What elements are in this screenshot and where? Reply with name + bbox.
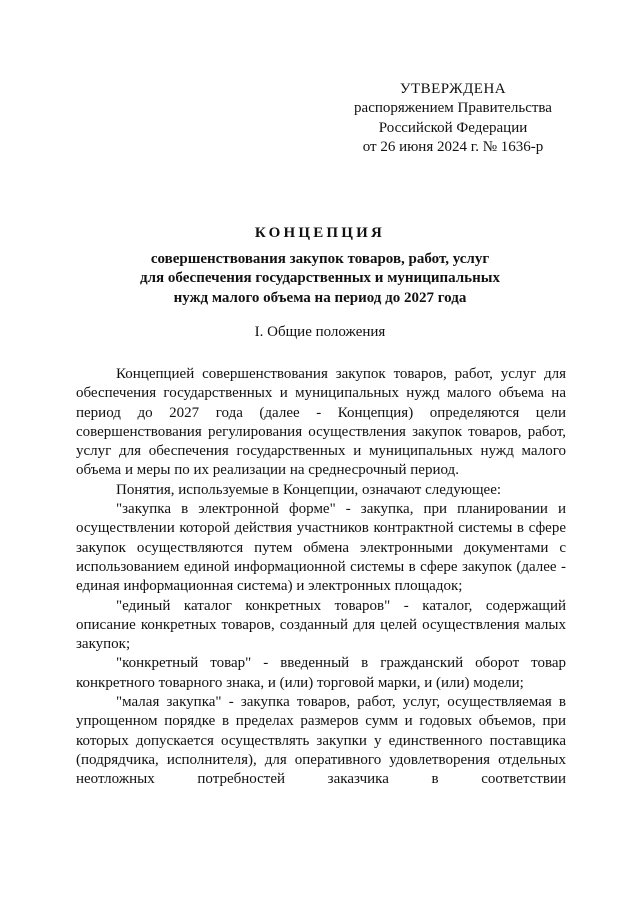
approval-stamp — [340, 80, 566, 157]
section-heading: I. Общие положения — [254, 324, 386, 340]
approval-line-2: Российской Федерации — [378, 119, 528, 136]
document-subtitle — [70, 250, 570, 308]
subtitle-line-1: совершенствования закупок товаров, работ, услуг — [150, 251, 490, 267]
paragraph-definition-small-procurement: "малая закупка" - закупка товаров, работ, услуг, осуществляемая в упрощенном порядке в пределах размеров сумм и годовых объемов, при которых допускается осуществлять закупки у единственного поставщика (подрядчика, исполнителя), для оперативного удовлетворения отдельных неотложных потребностей заказчика в соответствии — [76, 694, 566, 788]
approval-heading: УТВЕРЖДЕНА — [399, 81, 507, 97]
subtitle-line-2: для обеспечения государственных и муниципальных — [140, 270, 500, 287]
paragraph-definition-unified-catalog: "единый каталог конкретных товаров" - каталог, содержащий описание конкретных товаров, созданный для целей осуществления малых закупок; — [76, 597, 566, 653]
document-body — [76, 365, 566, 790]
paragraph-definition-electronic-procurement: "закупка в электронной форме" - закупка, при планировании и осуществлении которой действия участников контрактной системы в сфере закупок осуществляются путем обмена электронными документами с использованием единой информационной системы в сфере закупок (далее - единая информационная система) и электронных площадок; — [76, 501, 566, 595]
approval-line-1: распоряжением Правительства — [354, 100, 552, 117]
paragraph-definitions-lead: Понятия, используемые в Концепции, означают следующее: — [116, 481, 502, 498]
document-title: КОНЦЕПЦИЯ — [254, 225, 386, 241]
paragraph-definition-specific-product: "конкретный товар" - введенный в гражданский оборот товар конкретного товарного знака, и (или) торговой марки, и (или) модели; — [76, 655, 566, 691]
subtitle-line-3: нужд малого объема на период до 2027 года — [173, 289, 467, 306]
approval-line-3: от 26 июня 2024 г. № 1636-р — [362, 138, 544, 155]
paragraph-intro: Концепцией совершенствования закупок товаров, работ, услуг для обеспечения государственных и муниципальных нужд малого объема на период до 2027 года (далее - Концепция) определяются цели совершенствования регулирования осуществления закупок товаров, работ, услуг для обеспечения государственных и муниципальных нужд малого объема и меры по их реализации на среднесрочный период. — [76, 366, 566, 479]
